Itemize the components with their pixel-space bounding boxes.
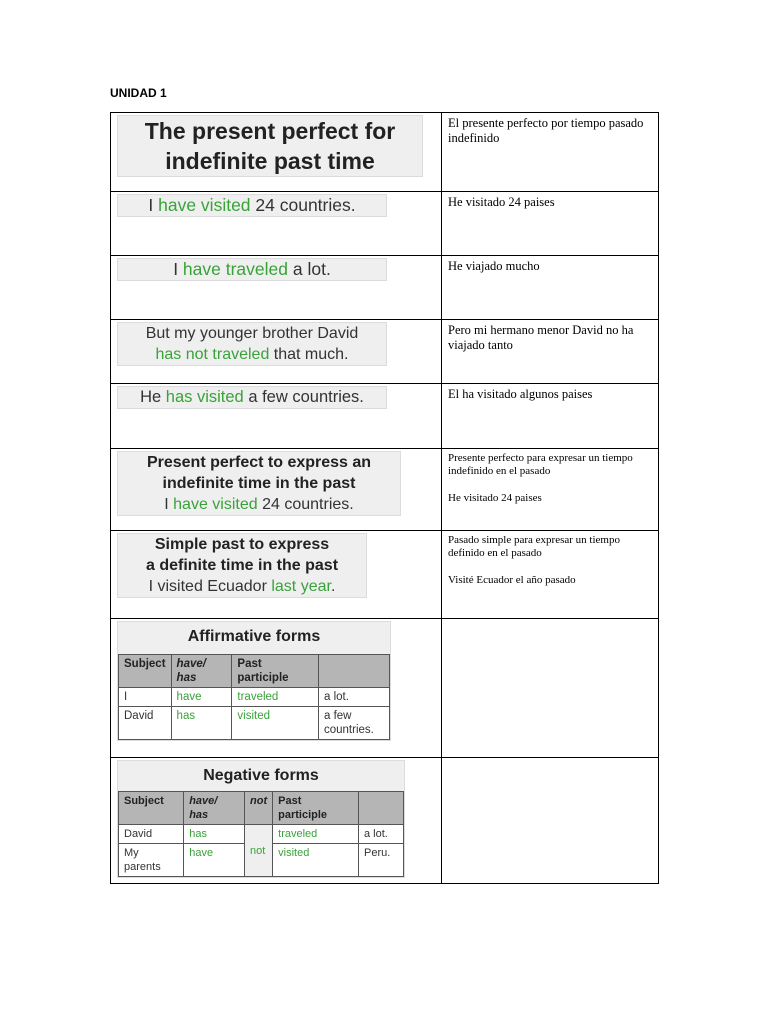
- translation-text: He visitado 24 paises: [448, 195, 555, 209]
- sentence-text: a few countries.: [243, 388, 364, 406]
- slide-cell: [111, 758, 442, 884]
- translation-text: El ha visitado algunos paises: [448, 387, 593, 401]
- table-cell: visited: [273, 844, 359, 877]
- table-row: [111, 619, 659, 758]
- table-cell: have: [184, 844, 245, 877]
- table-cell: a few countries.: [319, 707, 390, 740]
- sentence-text: I: [164, 496, 174, 513]
- slide-cell: [111, 619, 442, 758]
- table-cell: not: [245, 825, 273, 877]
- table-row: [111, 531, 659, 619]
- slide-title-line: indefinite time in the past: [162, 475, 356, 492]
- slide-title-line: The present perfect for: [144, 118, 396, 144]
- table-cell: Peru.: [359, 844, 404, 877]
- translation-text: Pero mi hermano menor David no ha viajado tanto: [448, 323, 634, 352]
- column-header: [359, 792, 404, 825]
- translation-text: El presente perfecto por tiempo pasado indefinido: [448, 116, 644, 145]
- table-cell: have: [171, 688, 232, 707]
- translation-cell: [442, 619, 659, 758]
- slide-image: [117, 621, 391, 741]
- sentence-text: 24 countries.: [257, 496, 354, 513]
- slide-cell: [111, 192, 442, 256]
- table-row: [111, 449, 659, 531]
- highlighted-verb: has not traveled: [155, 346, 270, 363]
- translation-cell: [442, 531, 659, 619]
- sentence-text: He: [140, 388, 166, 406]
- slide-cell: [111, 113, 442, 192]
- translation-cell: [442, 192, 659, 256]
- table-row: [111, 758, 659, 884]
- sentence-text: I visited Ecuador: [148, 578, 272, 595]
- slide-cell: [111, 384, 442, 449]
- slide-image: [117, 115, 423, 177]
- translation-text: He viajado mucho: [448, 259, 540, 273]
- table-cell: a lot.: [319, 688, 390, 707]
- highlighted-verb: have visited: [158, 195, 251, 215]
- sentence-text: I: [148, 195, 159, 215]
- sentence-text: But my younger brother David: [145, 325, 359, 342]
- translation-text: Pasado simple para expresar un tiempo definido en el pasado: [448, 534, 620, 559]
- table-cell: traveled: [232, 688, 319, 707]
- highlighted-verb: have visited: [173, 496, 258, 513]
- table-row: [111, 256, 659, 320]
- sentence-text: a lot.: [288, 259, 331, 279]
- table-cell: has: [184, 825, 245, 844]
- highlighted-time: last year: [271, 578, 331, 595]
- column-header: have/ has: [171, 655, 232, 688]
- sentence-text: I: [173, 259, 183, 279]
- highlighted-verb: has visited: [165, 388, 244, 406]
- table-cell: I: [119, 688, 172, 707]
- negative-table: [118, 791, 404, 877]
- slide-image: [117, 194, 387, 217]
- sentence-text: .: [330, 578, 336, 595]
- table-cell: traveled: [273, 825, 359, 844]
- translation-cell: [442, 113, 659, 192]
- slide-title: Affirmative forms: [187, 628, 321, 645]
- slide-cell: [111, 320, 442, 384]
- slide-title-line: Present perfect to express an: [146, 454, 372, 471]
- translation-example: Visité Ecuador el año pasado: [448, 574, 576, 586]
- column-header: Subject: [119, 655, 172, 688]
- slide-image: [117, 386, 387, 409]
- table-row: [111, 384, 659, 449]
- slide-title-line: Simple past to express: [154, 536, 330, 553]
- column-header: Past participle: [232, 655, 319, 688]
- unit-heading: UNIDAD 1: [110, 86, 167, 100]
- content-table: [110, 112, 659, 884]
- translation-cell: [442, 320, 659, 384]
- slide-title: Negative forms: [203, 767, 319, 784]
- slide-title-line: a definite time in the past: [145, 557, 339, 574]
- highlighted-verb: have traveled: [182, 259, 288, 279]
- table-row: [111, 192, 659, 256]
- table-row: [111, 320, 659, 384]
- affirmative-table: [118, 654, 390, 740]
- slide-cell: [111, 449, 442, 531]
- table-row: [111, 113, 659, 192]
- translation-example: He visitado 24 paises: [448, 492, 542, 504]
- column-header: Past participle: [273, 792, 359, 825]
- table-cell: David: [119, 707, 172, 740]
- translation-cell: [442, 256, 659, 320]
- slide-cell: [111, 531, 442, 619]
- column-header: [319, 655, 390, 688]
- slide-image: [117, 760, 405, 878]
- table-cell: David: [119, 825, 184, 844]
- translation-text: Presente perfecto para expresar un tiempo indefinido en el pasado: [448, 452, 633, 477]
- translation-cell: [442, 449, 659, 531]
- table-cell: has: [171, 707, 232, 740]
- table-cell: visited: [232, 707, 319, 740]
- slide-title-line: indefinite past time: [165, 148, 375, 174]
- slide-image: [117, 258, 387, 281]
- slide-image: [117, 451, 401, 516]
- slide-image: [117, 322, 387, 366]
- sentence-text: that much.: [269, 346, 349, 363]
- table-cell: My parents: [119, 844, 184, 877]
- column-header: have/ has: [184, 792, 245, 825]
- translation-cell: [442, 384, 659, 449]
- sentence-text: 24 countries.: [250, 195, 356, 215]
- slide-image: [117, 533, 367, 598]
- column-header: not: [245, 792, 273, 825]
- table-cell: a lot.: [359, 825, 404, 844]
- translation-cell: [442, 758, 659, 884]
- slide-cell: [111, 256, 442, 320]
- column-header: Subject: [119, 792, 184, 825]
